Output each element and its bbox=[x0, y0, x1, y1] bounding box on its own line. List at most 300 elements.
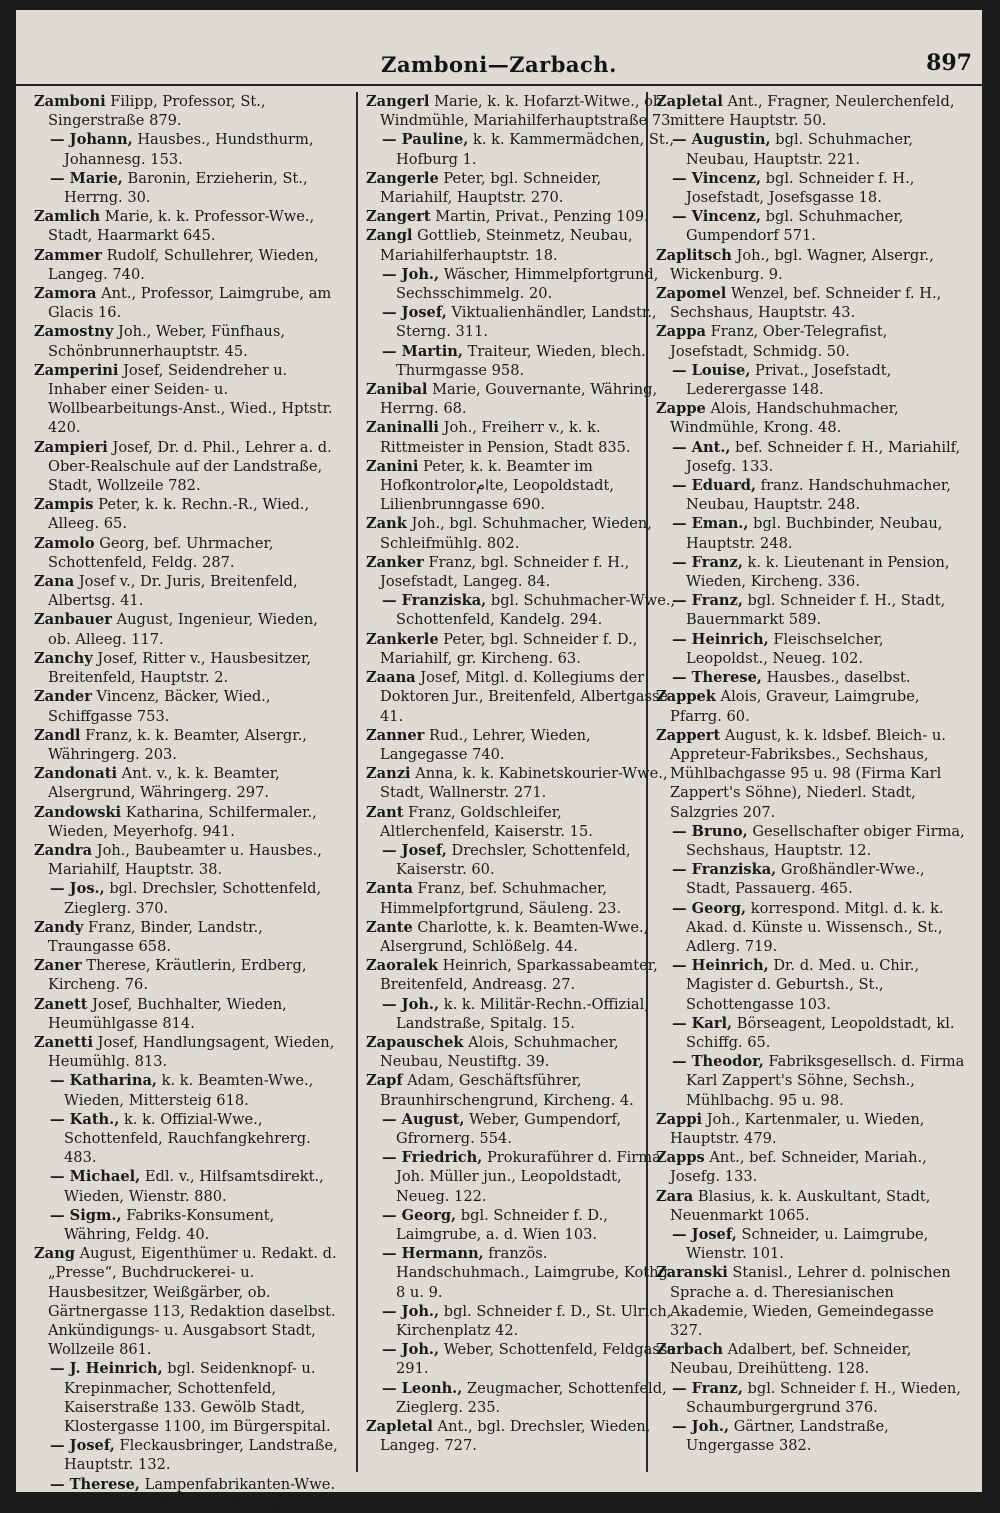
entry-name: — Josef, bbox=[672, 1225, 737, 1243]
directory-entry bbox=[656, 822, 966, 860]
entry-name: — Theodor, bbox=[672, 1053, 764, 1071]
entry-details: Peter, bgl. Schneider, Mariahilf, Hauptstr. 270. bbox=[380, 169, 602, 207]
directory-entry bbox=[34, 438, 344, 496]
entry-name: Zaoralek bbox=[366, 957, 438, 975]
entry-details: Adam, Geschäftsführer, Braunhirschengrund, Kircheng. 4. bbox=[380, 1072, 634, 1109]
directory-entry bbox=[656, 1263, 966, 1340]
entry-name: Zanetti bbox=[34, 1033, 94, 1051]
entry-name: — Therese, bbox=[672, 669, 762, 687]
directory-entry bbox=[34, 1071, 344, 1109]
directory-entry bbox=[34, 726, 344, 764]
entry-name: — Joh., bbox=[382, 1341, 440, 1359]
directory-entry bbox=[366, 879, 676, 917]
entry-details: bgl. Schneider f. D., St. Ulrich, Kirchenplatz 42. bbox=[396, 1302, 672, 1339]
entry-name: — Friedrich, bbox=[382, 1149, 483, 1167]
directory-entry bbox=[34, 495, 344, 533]
entry-name: — Joh., bbox=[382, 1302, 440, 1320]
entry-name: — Heinrich, bbox=[672, 630, 769, 648]
directory-entry bbox=[366, 1033, 676, 1071]
directory-entry bbox=[34, 1436, 344, 1474]
directory-entry bbox=[34, 803, 344, 841]
entry-name: Zante bbox=[366, 918, 413, 936]
directory-entry bbox=[656, 726, 966, 822]
entry-details: Peter, k. k. Rechn.-R., Wied., Alleeg. 65. bbox=[48, 496, 310, 533]
entry-name: — Karl, bbox=[672, 1014, 733, 1032]
entry-name: Zapf bbox=[366, 1072, 403, 1090]
entry-name: — Heinrich, bbox=[672, 957, 769, 975]
entry-name: — Josef, bbox=[382, 304, 447, 322]
entry-details: Joh., Baubeamter u. Hausbes., Mariahilf, Hauptstr. 38. bbox=[48, 841, 322, 879]
directory-entry bbox=[656, 630, 966, 668]
entry-name: — Pauline, bbox=[382, 131, 469, 149]
entry-details: Blasius, k. k. Auskultant, Stadt, Neuenmarkt 1065. bbox=[670, 1187, 931, 1224]
entry-name: Zandonati bbox=[34, 765, 118, 783]
entry-name: — Joh., bbox=[382, 995, 440, 1013]
entry-name: Zangerle bbox=[366, 169, 439, 187]
entry-name: Zampis bbox=[34, 496, 94, 514]
entry-details: August, k. k. ldsbef. Bleich- u. Appreteur-Fabriksbes., Sechshaus, Mühlbachgasse 95 u. 98 (Firma Karl Zappert's Söhne), Niederl. Stadt, Salzgries 207. bbox=[670, 726, 946, 821]
entry-name: — Joh., bbox=[382, 265, 440, 283]
entry-name: Zandra bbox=[34, 841, 93, 859]
entry-details: Josef, Buchhalter, Wieden, Heumühlgasse 814. bbox=[48, 995, 287, 1032]
entry-name: Zappi bbox=[656, 1110, 703, 1128]
directory-entry bbox=[656, 1187, 966, 1225]
entry-details: Fabriks-Konsument, Währing, Feldg. 40. bbox=[64, 1206, 275, 1243]
entry-name: — Josef, bbox=[382, 841, 447, 859]
directory-entry bbox=[34, 572, 344, 610]
directory-entry bbox=[656, 246, 966, 284]
entry-name: Zangerl bbox=[366, 93, 430, 110]
directory-entry bbox=[366, 265, 676, 303]
directory-entry bbox=[366, 1110, 676, 1148]
entry-details: k. k. Beamten-Wwe., Wieden, Mittersteig 618. bbox=[64, 1072, 314, 1109]
directory-entry bbox=[366, 591, 676, 629]
entry-details: Zeugmacher, Schottenfeld, Zieglerg. 235. bbox=[396, 1379, 667, 1416]
entry-name: — Kath., bbox=[50, 1110, 120, 1128]
entry-name: Zankerle bbox=[366, 630, 439, 648]
directory-entry bbox=[656, 553, 966, 591]
entry-name: Zamperini bbox=[34, 361, 119, 379]
directory-entry bbox=[34, 841, 344, 879]
entry-details: Franz, Ober-Telegrafist, Josefstadt, Schmidg. 50. bbox=[670, 323, 888, 360]
entry-details: k. k. Kammermädchen, St., Hofburg 1. bbox=[396, 131, 675, 168]
directory-entry bbox=[656, 1110, 966, 1148]
directory-entry bbox=[656, 361, 966, 399]
directory-entry bbox=[656, 169, 966, 207]
entry-details: bgl. Schuhmacher, Neubau, Hauptstr. 221. bbox=[686, 131, 914, 168]
entry-details: französ. Handschuhmach., Laimgrube, Kothg. 8 u. 9. bbox=[396, 1245, 673, 1301]
entry-name: — Josef, bbox=[50, 1437, 115, 1455]
entry-name: — Eman., bbox=[672, 515, 749, 533]
entry-name: — Franz, bbox=[672, 592, 743, 610]
page-header bbox=[16, 40, 982, 86]
directory-entry bbox=[34, 918, 344, 956]
entry-details: Hausbes., daselbst. bbox=[762, 669, 911, 687]
directory-entry bbox=[366, 995, 676, 1033]
entry-name: — Franz, bbox=[672, 553, 743, 571]
entry-details: franz. Handschuhmacher, Neubau, Hauptstr. 248. bbox=[686, 477, 951, 514]
entry-details: Alois, Schuhmacher, Neubau, Neustiftg. 39. bbox=[380, 1033, 619, 1071]
directory-entry bbox=[656, 1148, 966, 1186]
entry-name: Zamora bbox=[34, 285, 97, 303]
entry-name: Zaninalli bbox=[366, 419, 439, 437]
entry-details: bgl. Schneider f. H., Josefstadt, Josefsgasse 18. bbox=[686, 169, 915, 207]
entry-details: Weber, Schottenfeld, Feldgasse 291. bbox=[396, 1341, 676, 1378]
entry-details: Martin, Privat., Penzing 109. bbox=[430, 208, 649, 226]
entry-details: Katharina, Schilfermaler., Wieden, Meyerhofg. 941. bbox=[48, 803, 317, 840]
directory-entry bbox=[34, 284, 344, 322]
entry-details: Therese, Kräutlerin, Erdberg, Kircheng. 76. bbox=[48, 957, 307, 994]
directory-entry bbox=[34, 207, 344, 245]
entry-details: Drechsler, Schottenfeld, Kaiserstr. 60. bbox=[396, 841, 631, 879]
directory-entry bbox=[366, 1206, 676, 1244]
directory-entry bbox=[34, 995, 344, 1033]
entry-name: — Franziska, bbox=[382, 592, 487, 610]
directory-entry bbox=[656, 399, 966, 437]
entry-name: Zanibal bbox=[366, 381, 428, 399]
directory-entry bbox=[366, 803, 676, 841]
entry-details: Joh., bgl. Wagner, Alsergr., Wickenburg. 9. bbox=[670, 246, 934, 283]
directory-entry bbox=[366, 1302, 676, 1340]
entry-details: Gottlieb, Steinmetz, Neubau, Mariahilferhauptstr. 18. bbox=[380, 227, 633, 264]
entry-details: bgl. Schuhmacher-Wwe., Schottenfeld, Kandelg. 294. bbox=[396, 592, 676, 629]
entry-details: Ant., bgl. Drechsler, Wieden, Langeg. 727. bbox=[380, 1418, 651, 1455]
directory-entry bbox=[656, 130, 966, 168]
entry-details: Franz, Goldschleifer, Altlerchenfeld, Kaiserstr. 15. bbox=[380, 803, 593, 840]
entry-details: Heinrich, Sparkassabeamter, Breitenfeld, Andreasg. 27. bbox=[380, 957, 658, 994]
entry-details: Alois, Graveur, Laimgrube, Pfarrg. 60. bbox=[670, 688, 920, 725]
entry-details: korrespond. Mitgl. d. k. k. Akad. d. Künste u. Wissensch., St., Adlerg. 719. bbox=[686, 899, 944, 955]
entry-details: Fleckausbringer, Landstraße, Hauptstr. 132. bbox=[64, 1437, 338, 1474]
entry-name: Zanbauer bbox=[34, 611, 112, 629]
directory-entry bbox=[656, 1340, 966, 1378]
directory-entry bbox=[366, 764, 676, 802]
entry-details: bef. Schneider f. H., Mariahilf, Josefg. 133. bbox=[686, 438, 961, 475]
entry-details: bgl. Buchbinder, Neubau, Hauptstr. 248. bbox=[686, 515, 943, 552]
entry-name: — Michael, bbox=[50, 1168, 141, 1186]
entry-details: Stanisl., Lehrer d. polnischen Sprache a. d. Theresianischen Akademie, Wieden, Gemeindegasse 327. bbox=[670, 1264, 951, 1339]
entry-details: Peter, bgl. Schneider f. D., Mariahilf, gr. Kircheng. 63. bbox=[380, 630, 638, 667]
entry-details: Franz, Binder, Landstr., Traungasse 658. bbox=[48, 918, 263, 955]
directory-entry bbox=[34, 687, 344, 725]
directory-entry bbox=[366, 668, 676, 726]
directory-entry bbox=[34, 956, 344, 994]
directory-entry bbox=[34, 1244, 344, 1359]
entry-name: Zapletal bbox=[366, 1418, 433, 1436]
entry-name: — Eduard, bbox=[672, 477, 757, 495]
entry-name: Zanini bbox=[366, 457, 419, 475]
entry-name: Zapauschek bbox=[366, 1033, 464, 1051]
entry-name: Zangl bbox=[366, 227, 413, 245]
entry-name: Zappert bbox=[656, 726, 721, 744]
column-middle bbox=[366, 92, 676, 1472]
entry-details: Peter, k. k. Beamter im Hofkontrolorامte, Leopoldstadt, Lilienbrunngasse 690. bbox=[380, 457, 615, 514]
directory-entry bbox=[34, 1359, 344, 1436]
entry-details: Vincenz, Bäcker, Wied., Schiffgasse 753. bbox=[48, 688, 271, 725]
directory-entry bbox=[366, 1071, 676, 1109]
entry-details: k. k. Militär-Rechn.-Offizial, Landstraße, Spitalg. 15. bbox=[396, 995, 649, 1032]
entry-name: Zanzi bbox=[366, 765, 411, 783]
directory-entry bbox=[34, 92, 344, 130]
entry-name: — Martin, bbox=[382, 342, 463, 360]
entry-details: Josef, Dr. d. Phil., Lehrer a. d. Ober-Realschule auf der Landstraße, Stadt, Wollzeile 782. bbox=[48, 438, 332, 495]
entry-details: Franz, k. k. Beamter, Alsergr., Währingerg. 203. bbox=[48, 726, 307, 763]
entry-details: Josef, Mitgl. d. Kollegiums der Doktoren Jur., Breitenfeld, Albertgasse 41. bbox=[380, 669, 669, 725]
directory-entry bbox=[34, 1206, 344, 1244]
directory-entry bbox=[656, 1379, 966, 1417]
directory-entry bbox=[34, 322, 344, 360]
entry-name: — Katharina, bbox=[50, 1072, 158, 1090]
entry-name: — Leonh., bbox=[382, 1379, 463, 1397]
directory-entry bbox=[366, 1148, 676, 1206]
entry-details: Börseagent, Leopoldstadt, kl. Schiffg. 65. bbox=[686, 1014, 955, 1051]
entry-details: Marie, k. k. Professor-Wwe., Stadt, Haarmarkt 645. bbox=[48, 208, 315, 245]
directory-entry bbox=[366, 169, 676, 207]
entry-details: Baronin, Erzieherin, St., Herrng. 30. bbox=[64, 169, 308, 207]
directory-entry bbox=[656, 92, 966, 130]
entry-details: Fleischselcher, Leopoldst., Neueg. 102. bbox=[686, 630, 884, 667]
directory-entry bbox=[366, 1244, 676, 1302]
directory-entry bbox=[656, 591, 966, 629]
entry-name: — Ant., bbox=[672, 438, 731, 456]
directory-entry bbox=[656, 207, 966, 245]
directory-entry bbox=[366, 553, 676, 591]
entry-name: Zander bbox=[34, 688, 92, 706]
directory-entry bbox=[34, 879, 344, 917]
entry-name: — Hermann, bbox=[382, 1245, 484, 1263]
entry-details: Marie, k. k. Hofarzt-Witwe., ob. Windmühle, Mariahilferhauptstraße 73. bbox=[380, 93, 676, 130]
entry-details: August, Ingenieur, Wieden, ob. Alleeg. 117. bbox=[48, 611, 318, 648]
entry-details: Gärtner, Landstraße, Ungergasse 382. bbox=[686, 1418, 889, 1455]
entry-details: Großhändler-Wwe., Stadt, Passauerg. 465. bbox=[686, 861, 925, 898]
entry-details: August, Eigenthümer u. Redakt. d. „Presse“, Buchdruckerei- u. Hausbesitzer, Weißgärber, ob. Gärtnergasse 113, Redaktion daselbst. Ankündigungs- u. Ausgabsort Stadt, Wollzeile 861. bbox=[48, 1245, 337, 1359]
directory-entry bbox=[366, 207, 676, 226]
entry-name: Zamlich bbox=[34, 208, 101, 226]
entry-name: Zaplitsch bbox=[656, 246, 732, 264]
directory-entry bbox=[656, 1014, 966, 1052]
entry-name: — Vincenz, bbox=[672, 208, 762, 226]
directory-entry bbox=[656, 322, 966, 360]
directory-entry bbox=[366, 303, 676, 341]
entry-name: Zanker bbox=[366, 553, 424, 571]
entry-details: Gesellschafter obiger Firma, Sechshaus, Hauptstr. 12. bbox=[686, 822, 965, 859]
entry-name: — August, bbox=[382, 1110, 465, 1128]
directory-entry bbox=[34, 649, 344, 687]
directory-entry bbox=[656, 476, 966, 514]
entry-details: Prokuraführer d. Firma Joh. Müller jun., Leopoldstadt, Neueg. 122. bbox=[396, 1149, 661, 1205]
directory-entry bbox=[366, 956, 676, 994]
entry-name: Zangert bbox=[366, 208, 431, 226]
column-divider bbox=[356, 92, 358, 1472]
entry-name: — Sigm., bbox=[50, 1206, 122, 1224]
entry-name: Zaana bbox=[366, 669, 416, 687]
entry-name: — Georg, bbox=[672, 899, 747, 917]
entry-name: — Bruno, bbox=[672, 822, 748, 840]
directory-entry bbox=[656, 438, 966, 476]
entry-details: Josef, Handlungsagent, Wieden, Heumühlg. 813. bbox=[48, 1033, 335, 1071]
entry-name: Zandowski bbox=[34, 803, 122, 821]
directory-entry bbox=[366, 1417, 676, 1455]
directory-entry bbox=[34, 1110, 344, 1168]
entry-details: Edl. v., Hilfsamtsdirekt., Wieden, Wienstr. 880. bbox=[64, 1168, 324, 1205]
entry-details: bgl. Schneider f. H., Stadt, Bauernmarkt 589. bbox=[686, 592, 946, 629]
directory-entry bbox=[366, 342, 676, 380]
directory-entry bbox=[656, 1417, 966, 1455]
entry-details: Dr. d. Med. u. Chir., Magister d. Geburtsh., St., Schottengasse 103. bbox=[686, 957, 920, 1013]
entry-details: Adalbert, bef. Schneider, Neubau, Dreihütteng. 128. bbox=[670, 1341, 912, 1378]
directory-entry bbox=[366, 1379, 676, 1417]
entry-name: Zaner bbox=[34, 957, 82, 975]
directory-entry bbox=[34, 1167, 344, 1205]
entry-name: — Georg, bbox=[382, 1206, 457, 1224]
entry-details: Rudolf, Schullehrer, Wieden, Langeg. 740. bbox=[48, 246, 319, 283]
page-title: Zamboni—Zarbach. bbox=[381, 52, 617, 77]
entry-details: Hausbes., Hundsthurm, Johannesg. 153. bbox=[64, 131, 314, 168]
directory-entry bbox=[656, 1052, 966, 1110]
entry-name: Zappa bbox=[656, 323, 706, 341]
entry-name: Zana bbox=[34, 573, 75, 591]
entry-details: Viktualienhändler, Landstr., Sterng. 311. bbox=[396, 304, 657, 341]
entry-name: Zamboni bbox=[34, 93, 106, 110]
directory-entry bbox=[656, 1225, 966, 1263]
entry-name: Zara bbox=[656, 1187, 694, 1205]
directory-entry bbox=[656, 899, 966, 957]
entry-name: — J. Heinrich, bbox=[50, 1360, 163, 1378]
directory-entry bbox=[366, 130, 676, 168]
entry-details: Ant., bef. Schneider, Mariah., Josefg. 133. bbox=[670, 1149, 927, 1186]
entry-details: Alois, Handschuhmacher, Windmühle, Krong. 48. bbox=[670, 400, 899, 437]
entry-details: Josef, Ritter v., Hausbesitzer, Breitenfeld, Hauptstr. 2. bbox=[48, 649, 311, 687]
entry-details: Weber, Gumpendorf, Gfrornerg. 554. bbox=[396, 1110, 622, 1147]
entry-details: Rud., Lehrer, Wieden, Langegasse 740. bbox=[380, 726, 591, 763]
entry-name: — Jos., bbox=[50, 880, 105, 898]
directory-entry bbox=[34, 610, 344, 648]
directory-entry bbox=[656, 860, 966, 898]
entry-details: Lampenfabrikanten-Wwe. u. Hausbes., Neubau, Stuckg. 150. bbox=[64, 1475, 336, 1512]
entry-name: Zappe bbox=[656, 400, 706, 418]
entry-details: Franz, bgl. Schneider f. H., Josefstadt, Langeg. 84. bbox=[380, 553, 630, 591]
entry-details: Traiteur, Wieden, blech. Thurmgasse 958. bbox=[396, 342, 646, 379]
entry-details: Privat., Josefstadt, Lederergasse 148. bbox=[686, 361, 892, 399]
entry-details: Franz, bef. Schuhmacher, Himmelpfortgrund, Säuleng. 23. bbox=[380, 880, 622, 917]
entry-name: Zapletal bbox=[656, 93, 723, 110]
directory-entry bbox=[366, 630, 676, 668]
entry-details: Ant., Professor, Laimgrube, am Glacis 16. bbox=[48, 285, 332, 322]
entry-details: Joh., Freiherr v., k. k. Rittmeister in Pension, Stadt 835. bbox=[380, 419, 631, 456]
entry-name: Zamolo bbox=[34, 534, 95, 552]
entry-name: — Johann, bbox=[50, 131, 133, 149]
entry-details: Joh., bgl. Schuhmacher, Wieden, Schleifmühlg. 802. bbox=[380, 515, 652, 552]
directory-page bbox=[16, 10, 982, 1512]
entry-name: Zant bbox=[366, 803, 404, 821]
directory-entry bbox=[366, 918, 676, 956]
directory-entry bbox=[366, 514, 676, 552]
entry-name: — Therese, bbox=[50, 1475, 140, 1493]
entry-name: — Marie, bbox=[50, 169, 123, 187]
entry-name: — Augustin, bbox=[672, 131, 771, 149]
entry-details: Charlotte, k. k. Beamten-Wwe., Alsergrund, Schlößelg. 44. bbox=[380, 918, 649, 955]
entry-details: Joh., Kartenmaler, u. Wieden, Hauptstr. 479. bbox=[670, 1110, 925, 1147]
directory-entry bbox=[366, 841, 676, 879]
page-number: 897 bbox=[926, 50, 972, 76]
entry-name: — Joh., bbox=[672, 1418, 730, 1436]
entry-name: Zang bbox=[34, 1245, 75, 1263]
entry-name: — Louise, bbox=[672, 361, 751, 379]
entry-name: Zandy bbox=[34, 918, 84, 936]
entry-details: Josef, Seidendreher u. Inhaber einer Seiden- u. Wollbearbeitungs-Anst., Wied., Hptstr. 420. bbox=[48, 361, 333, 437]
entry-name: Zaranski bbox=[656, 1264, 728, 1282]
directory-entry bbox=[34, 130, 344, 168]
directory-entry bbox=[34, 1475, 344, 1513]
directory-entry bbox=[366, 457, 676, 515]
directory-entry bbox=[366, 418, 676, 456]
entry-name: Zank bbox=[366, 515, 407, 533]
entry-name: Zandl bbox=[34, 726, 81, 744]
directory-entry bbox=[656, 284, 966, 322]
entry-details: bgl. Schuhmacher, Gumpendorf 571. bbox=[686, 208, 904, 245]
entry-details: k. k. Lieutenant in Pension, Wieden, Kircheng. 336. bbox=[686, 553, 950, 591]
entry-name: — Franz, bbox=[672, 1379, 743, 1397]
entry-name: Zamostny bbox=[34, 323, 114, 341]
entry-name: Zarbach bbox=[656, 1341, 723, 1359]
directory-entry bbox=[34, 764, 344, 802]
entry-details: bgl. Schneider f. H., Wieden, Schaumburgergrund 376. bbox=[686, 1379, 961, 1416]
entry-name: Zappek bbox=[656, 688, 716, 706]
entry-name: — Vincenz, bbox=[672, 169, 762, 187]
directory-entry bbox=[366, 380, 676, 418]
directory-entry bbox=[34, 361, 344, 438]
entry-details: Schneider, u. Laimgrube, Wienstr. 101. bbox=[686, 1225, 929, 1263]
entry-name: Zapomel bbox=[656, 285, 727, 303]
entry-details: Wäscher, Himmelpfortgrund, Sechsschimmelg. 20. bbox=[396, 265, 659, 303]
entry-details: Wenzel, bef. Schneider f. H., Sechshaus, Hauptstr. 43. bbox=[670, 285, 942, 322]
entry-details: Joh., Weber, Fünfhaus, Schönbrunnerhauptstr. 45. bbox=[48, 323, 285, 360]
entry-name: Zanett bbox=[34, 995, 88, 1013]
entry-details: bgl. Schneider f. D., Laimgrube, a. d. Wien 103. bbox=[396, 1206, 608, 1243]
entry-name: Zanta bbox=[366, 880, 413, 898]
directory-entry bbox=[34, 169, 344, 207]
entry-details: Ant. v., k. k. Beamter, Alsergrund, Währingerg. 297. bbox=[48, 765, 280, 802]
entry-details: Filipp, Professor, St., Singerstraße 879. bbox=[48, 93, 266, 130]
entry-name: Zanner bbox=[366, 726, 425, 744]
directory-entry bbox=[366, 92, 676, 130]
entry-details: Anna, k. k. Kabinetskourier-Wwe., Stadt, Wallnerstr. 271. bbox=[380, 765, 668, 802]
entry-name: Zapps bbox=[656, 1149, 705, 1167]
column-left bbox=[34, 92, 344, 1512]
entry-details: Marie, Gouvernante, Währing, Herrng. 68. bbox=[380, 381, 658, 418]
entry-details: Georg, bef. Uhrmacher, Schottenfeld, Feldg. 287. bbox=[48, 534, 274, 571]
entry-name: Zammer bbox=[34, 246, 102, 264]
entry-details: Ant., Fragner, Neulerchenfeld, mittere Hauptstr. 50. bbox=[670, 93, 955, 130]
directory-entry bbox=[366, 726, 676, 764]
directory-entry bbox=[656, 668, 966, 687]
column-right bbox=[656, 92, 966, 1472]
entry-name: — Franziska, bbox=[672, 861, 777, 879]
entry-name: Zampieri bbox=[34, 438, 108, 456]
entry-details: Josef v., Dr. Juris, Breitenfeld, Albertsg. 41. bbox=[48, 573, 298, 610]
directory-entry bbox=[34, 534, 344, 572]
directory-entry bbox=[656, 514, 966, 552]
directory-entry bbox=[656, 956, 966, 1014]
entry-details: bgl. Seidenknopf- u. Krepinmacher, Schottenfeld, Kaiserstraße 133. Gewölb Stadt, Klostergasse 1100, im Bürgerspital. bbox=[64, 1360, 331, 1436]
directory-entry bbox=[34, 246, 344, 284]
entry-name: Zanchy bbox=[34, 649, 93, 667]
entry-details: Fabriksgesellsch. d. Firma Karl Zappert's Söhne, Sechsh., Mühlbachg. 95 u. 98. bbox=[686, 1053, 965, 1109]
directory-entry bbox=[366, 226, 676, 264]
directory-entry bbox=[656, 687, 966, 725]
directory-entry bbox=[366, 1340, 676, 1378]
entry-details: k. k. Offizial-Wwe., Schottenfeld, Rauchfangkehrerg. 483. bbox=[64, 1110, 311, 1167]
